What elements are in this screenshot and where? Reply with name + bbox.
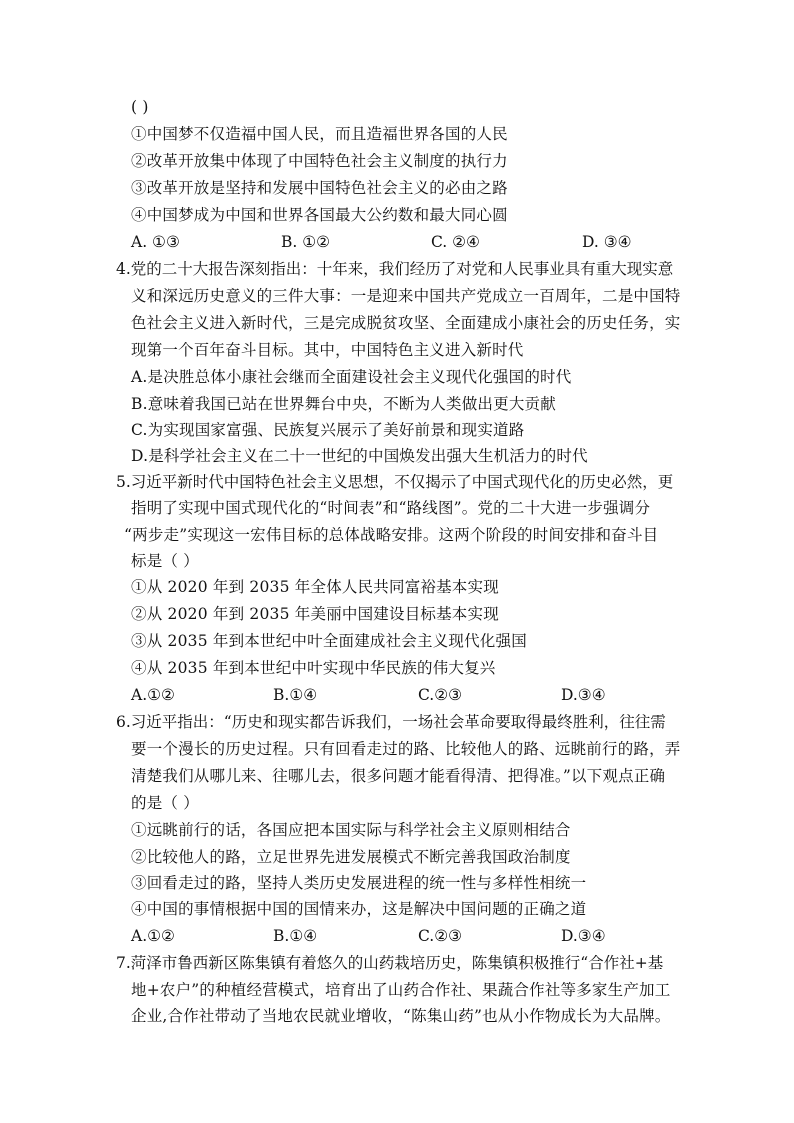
- q6-item-3: ③回看走过的路，坚持人类历史发展进程的统一性与多样性相统一: [131, 874, 587, 892]
- q3-answer-bracket: ( ): [131, 98, 149, 116]
- q3-option-c: C. ②④: [431, 233, 480, 251]
- q4-option-a: A.是决胜总体小康社会继而全面建设社会主义现代化强国的时代: [131, 368, 572, 386]
- q5-item-3: ③从 2035 年到本世纪中叶全面建成社会主义现代化强国: [131, 632, 527, 650]
- q6-stem-line-2: 要一个漫长的历史过程。只有回看走过的路、比较他人的路、远眺前行的路，弄: [131, 740, 681, 758]
- q4-stem-line-2: 义和深远历史意义的三件大事：一是迎来中国共产党成立一百周年，二是中国特: [131, 287, 681, 305]
- q5-option-c: C.②③: [418, 686, 463, 704]
- q4-option-b: B.意味着我国已站在世界舞台中央，不断为人类做出更大贡献: [131, 395, 556, 413]
- q3-item-1: ①中国梦不仅造福中国人民，而且造福世界各国的人民: [131, 125, 508, 143]
- q7-stem-line-3: 企业,合作社带动了当地农民就业增收，“陈集山药”也从小作物成长为大品牌。: [131, 1007, 671, 1025]
- q3-item-2: ②改革开放集中体现了中国特色社会主义制度的执行力: [131, 152, 508, 170]
- q5-item-4: ④从 2035 年到本世纪中叶实现中华民族的伟大复兴: [131, 659, 496, 677]
- q5-stem-line-1: 5.习近平新时代中国特色社会主义思想，不仅揭示了中国式现代化的历史必然，更: [116, 473, 674, 491]
- q4-stem-line-1: 4.党的二十大报告深刻指出：十年来，我们经历了对党和人民事业具有重大现实意: [116, 260, 674, 278]
- q6-option-b: B.①④: [273, 927, 318, 945]
- q6-stem-line-4: 的是（ ）: [131, 794, 199, 812]
- q3-option-a: A. ①③: [131, 233, 180, 251]
- q3-option-b: B. ①②: [281, 233, 331, 251]
- q7-stem-line-1: 7.菏泽市鲁西新区陈集镇有着悠久的山药栽培历史，陈集镇积极推行“合作社+基: [116, 954, 664, 972]
- q3-item-4: ④中国梦成为中国和世界各国最大公约数和最大同心圆: [131, 206, 508, 224]
- q5-option-a: A.①②: [131, 686, 175, 704]
- q6-option-c: C.②③: [418, 927, 463, 945]
- q4-option-d: D.是科学社会主义在二十一世纪的中国焕发出强大生机活力的时代: [131, 447, 588, 465]
- q4-stem-line-4: 现第一个百年奋斗目标。其中，中国特色主义进入新时代: [131, 341, 524, 359]
- q5-stem-line-2: 指明了实现中国式现代化的“时间表”和“路线图”。党的二十大进一步强调分: [131, 499, 651, 517]
- q6-option-d: D.③④: [561, 927, 606, 945]
- q6-stem-line-3: 清楚我们从哪儿来、往哪儿去，很多问题才能看得清、把得准。”以下观点正确: [131, 767, 666, 785]
- q5-option-b: B.①④: [273, 686, 318, 704]
- q5-stem-line-3: “两步走”实现这一宏伟目标的总体战略安排。这两个阶段的时间安排和奋斗目: [124, 526, 659, 544]
- q6-option-a: A.①②: [131, 927, 175, 945]
- q4-stem-line-3: 色社会主义进入新时代，三是完成脱贫攻坚、全面建成小康社会的历史任务，实: [131, 314, 681, 332]
- q3-option-d: D. ③④: [582, 233, 632, 251]
- q4-option-c: C.为实现国家富强、民族复兴展示了美好前景和现实道路: [131, 421, 525, 439]
- q6-item-4: ④中国的事情根据中国的国情来办，这是解决中国问题的正确之道: [131, 900, 587, 918]
- q5-option-d: D.③④: [561, 686, 606, 704]
- q6-item-1: ①远眺前行的话，各国应把本国实际与科学社会主义原则相结合: [131, 821, 571, 839]
- q7-stem-line-2: 地+农户”的种植经营模式，培育出了山药合作社、果蔬合作社等多家生产加工: [131, 981, 671, 999]
- q6-stem-line-1: 6.习近平指出：“历史和现实都告诉我们，一场社会革命要取得最终胜利，往往需: [116, 713, 666, 731]
- q5-item-2: ②从 2020 年到 2035 年美丽中国建设目标基本实现: [131, 605, 499, 623]
- q6-item-2: ②比较他人的路，立足世界先进发展模式不断完善我国政治制度: [131, 848, 571, 866]
- q3-item-3: ③改革开放是坚持和发展中国特色社会主义的必由之路: [131, 179, 508, 197]
- q5-stem-line-4: 标是（ ）: [131, 552, 199, 570]
- q5-item-1: ①从 2020 年到 2035 年全体人民共同富裕基本实现: [131, 578, 499, 596]
